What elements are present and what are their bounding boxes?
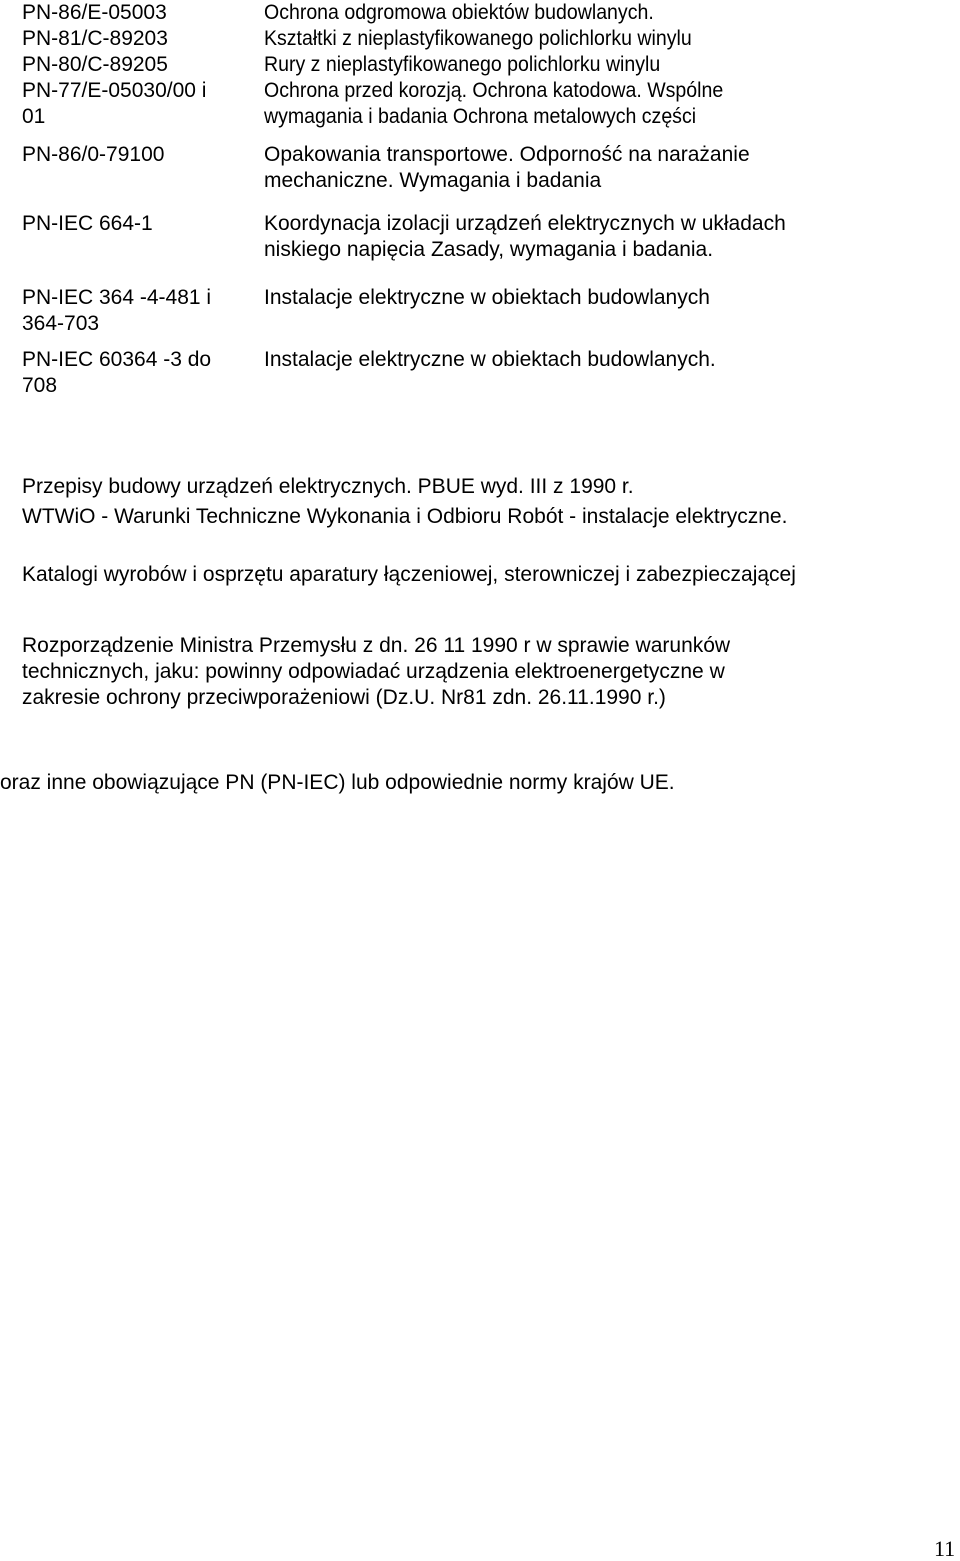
desc-line: Kształtki z nieplastyfikowanego polichlorku winylu: [264, 27, 692, 50]
standard-description: [264, 211, 954, 263]
standard-description: [264, 0, 954, 26]
standard-code: [22, 26, 247, 52]
code-line: 364-703: [22, 312, 100, 335]
code-line: PN-IEC 664-1: [22, 212, 153, 235]
page-number: 11: [934, 1536, 956, 1561]
code-line: PN-77/E-05030/00 i: [22, 79, 207, 102]
desc-line: mechaniczne. Wymagania i badania: [264, 169, 602, 192]
catalog-paragraph: [22, 562, 942, 588]
standard-code: [22, 78, 247, 130]
desc-line: Opakowania transportowe. Odporność na narażanie: [264, 143, 750, 166]
standard-description: [264, 26, 954, 52]
standard-code: [22, 142, 247, 168]
code-line: PN-IEC 364 -4-481 i: [22, 286, 212, 309]
code-line: PN-81/C-89203: [22, 27, 168, 50]
paragraph-line: WTWiO - Warunki Techniczne Wykonania i Odbioru Robót - instalacje elektryczne.: [22, 505, 788, 528]
desc-line: wymagania i badania Ochrona metalowych części: [264, 105, 697, 128]
standard-description: [264, 285, 954, 311]
code-line: PN-IEC 60364 -3 do: [22, 348, 212, 371]
standard-code: [22, 347, 247, 399]
standard-code: [22, 0, 247, 26]
paragraph-line: Katalogi wyrobów i osprzętu aparatury łączeniowej, sterowniczej i zabezpieczającej: [22, 563, 796, 586]
code-line: PN-80/C-89205: [22, 53, 168, 76]
standard-code: [22, 285, 247, 337]
standard-description: [264, 142, 954, 194]
paragraph-line: technicznych, jaku: powinny odpowiadać urządzenia elektroenergetyczne w: [22, 660, 725, 683]
closing-line: oraz inne obowiązujące PN (PN-IEC) lub odpowiednie normy krajów UE.: [0, 771, 675, 794]
desc-line: Ochrona odgromowa obiektów budowlanych.: [264, 1, 654, 24]
regulation-paragraph: [22, 633, 942, 711]
desc-line: Instalacje elektryczne w obiektach budowlanych: [264, 286, 710, 309]
standard-code: [22, 52, 247, 78]
standard-description: [264, 52, 954, 78]
desc-line: Rury z nieplastyfikowanego polichlorku winylu: [264, 53, 661, 76]
regulation-paragraph: [22, 474, 942, 500]
standard-description: [264, 78, 954, 130]
standard-code: [22, 211, 247, 237]
paragraph-line: zakresie ochrony przeciwporażeniowi (Dz.U. Nr81 zdn. 26.11.1990 r.): [22, 686, 666, 709]
standard-description: [264, 347, 954, 373]
code-line: PN-86/E-05003: [22, 1, 167, 24]
desc-line: niskiego napięcia Zasady, wymagania i badania.: [264, 238, 714, 261]
code-line: PN-86/0-79100: [22, 143, 165, 166]
code-line: 708: [22, 374, 58, 397]
regulation-paragraph: [22, 504, 942, 530]
code-line: 01: [22, 105, 46, 128]
paragraph-line: Przepisy budowy urządzeń elektrycznych. PBUE wyd. III z 1990 r.: [22, 475, 634, 498]
desc-line: Instalacje elektryczne w obiektach budowlanych.: [264, 348, 716, 371]
desc-line: Ochrona przed korozją. Ochrona katodowa. Wspólne: [264, 79, 724, 102]
paragraph-line: Rozporządzenie Ministra Przemysłu z dn. 26 11 1990 r w sprawie warunków: [22, 634, 731, 657]
desc-line: Koordynacja izolacji urządzeń elektrycznych w układach: [264, 212, 786, 235]
